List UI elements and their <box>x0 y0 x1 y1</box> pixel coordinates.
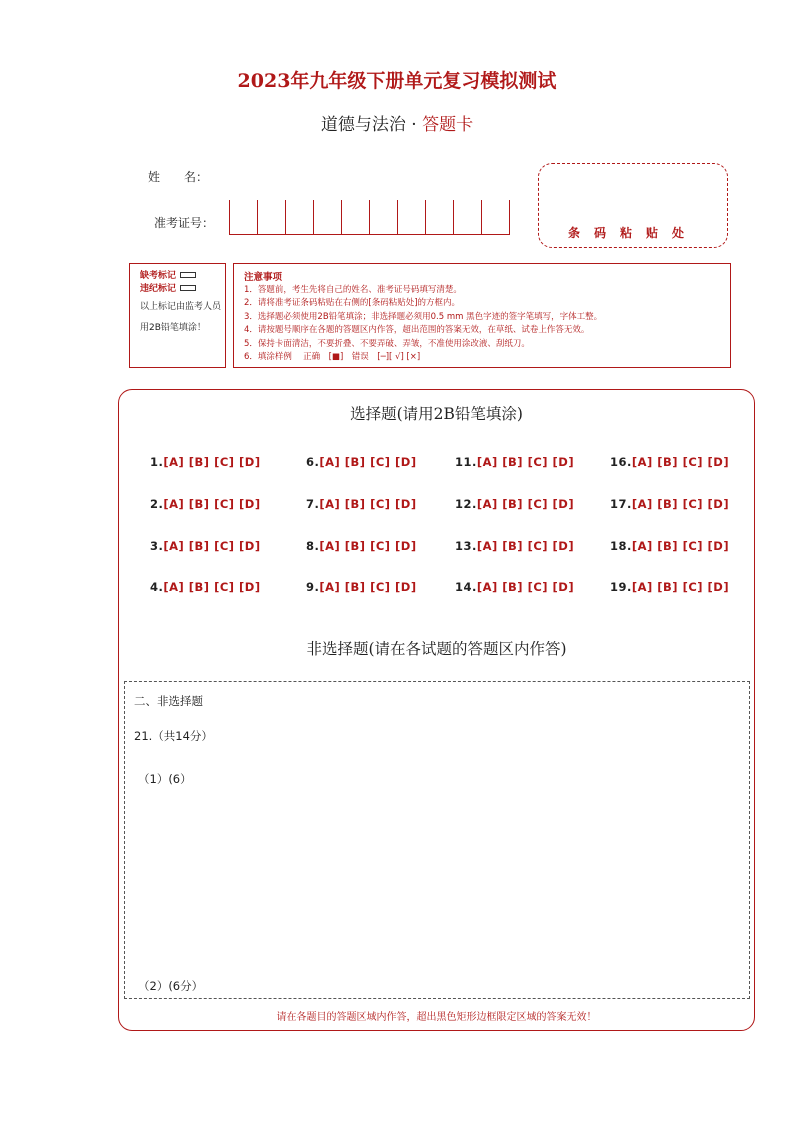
absent-mark-label: 缺考标记 <box>140 271 177 281</box>
mc-question[interactable]: 18.[A] [B] [C] [D] <box>610 539 730 553</box>
barcode-area <box>538 163 728 248</box>
mc-question[interactable]: 17.[A] [B] [C] [D] <box>610 497 730 511</box>
mc-question[interactable]: 16.[A] [B] [C] [D] <box>610 455 730 469</box>
exam-id-label: 准考证号： <box>154 216 215 230</box>
mc-question[interactable]: 12.[A] [B] [C] [D] <box>455 497 575 511</box>
barcode-label: 条码粘贴处 <box>567 226 698 240</box>
instruction-item: 6．填涂样例 正确 [■] 错误 [─][ √] [×] <box>244 352 421 363</box>
card-label: 答题卡 <box>422 115 474 135</box>
mc-question[interactable]: 14.[A] [B] [C] [D] <box>455 580 575 594</box>
violation-mark-swatch[interactable] <box>180 285 196 291</box>
question-21-part-2: （2）(6分） <box>138 979 204 993</box>
mc-question[interactable]: 7.[A] [B] [C] [D] <box>306 497 417 511</box>
id-digit-box[interactable] <box>258 200 286 234</box>
non-multiple-choice-title: 非选择题(请在各试题的答题区内作答) <box>306 640 567 658</box>
absent-mark-swatch[interactable] <box>180 272 196 278</box>
proctor-note: 以上标记由监考人员用2B铅笔填涂！ <box>140 302 222 333</box>
instructions-box <box>233 263 731 368</box>
mc-question[interactable]: 9.[A] [B] [C] [D] <box>306 580 417 594</box>
instruction-item: 5．保持卡面清洁，不要折叠、不要弄破、弄皱，不准使用涂改液、刮纸刀。 <box>244 338 530 349</box>
instruction-item: 4．请按题号顺序在各题的答题区内作答，超出范围的答案无效，在草纸、试卷上作答无效。 <box>244 325 590 336</box>
id-digit-box[interactable] <box>482 200 510 234</box>
id-digit-box[interactable] <box>398 200 426 234</box>
mc-question[interactable]: 13.[A] [B] [C] [D] <box>455 539 575 553</box>
subtitle-separator: · <box>411 115 417 135</box>
mc-question[interactable]: 6.[A] [B] [C] [D] <box>306 455 417 469</box>
instruction-item: 2．请将准考证条码粘贴在右侧的[条码粘贴处]的方框内。 <box>244 298 461 309</box>
id-digit-box[interactable] <box>286 200 314 234</box>
question-21-label: 21.（共14分） <box>134 729 213 743</box>
mc-question[interactable]: 1.[A] [B] [C] [D] <box>150 455 261 469</box>
id-digit-box[interactable] <box>314 200 342 234</box>
absent-mark-row <box>140 268 225 281</box>
instruction-item: 1．答题前，考生先将自己的姓名、准考证号码填写清楚。 <box>244 285 462 295</box>
mc-question[interactable]: 19.[A] [B] [C] [D] <box>610 580 730 594</box>
question-21-part-1: （1）(6） <box>138 772 192 786</box>
violation-mark-label: 违纪标记 <box>140 284 177 294</box>
violation-mark-row <box>140 281 225 294</box>
page-subtitle <box>0 110 794 135</box>
exam-id-boxes[interactable] <box>229 200 510 235</box>
id-digit-box[interactable] <box>230 200 258 234</box>
footer-warning: 请在各题目的答题区域内作答，超出黑色矩形边框限定区域的答案无效！ <box>276 1012 597 1023</box>
page-title: 2023年九年级下册单元复习模拟测试 <box>237 70 557 92</box>
id-digit-box[interactable] <box>342 200 370 234</box>
instructions-heading: 注意事项 <box>244 272 283 283</box>
multiple-choice-title: 选择题(请用2B铅笔填涂) <box>350 405 523 423</box>
answer-area[interactable] <box>124 681 750 999</box>
name-label: 姓 名： <box>148 170 209 184</box>
mc-question[interactable]: 4.[A] [B] [C] [D] <box>150 580 261 594</box>
id-digit-box[interactable] <box>454 200 482 234</box>
id-digit-box[interactable] <box>370 200 398 234</box>
mc-question[interactable]: 3.[A] [B] [C] [D] <box>150 539 261 553</box>
mc-question[interactable]: 2.[A] [B] [C] [D] <box>150 497 261 511</box>
absence-mark-box <box>129 263 226 368</box>
section-label: 二、非选择题 <box>134 694 203 708</box>
mc-question[interactable]: 11.[A] [B] [C] [D] <box>455 455 575 469</box>
instruction-item: 3．选择题必须使用2B铅笔填涂；非选择题必须用0.5 mm 黑色字迹的签字笔填写，字体工整。 <box>244 311 603 322</box>
subject-name: 道德与法治 <box>320 115 406 135</box>
mc-question[interactable]: 8.[A] [B] [C] [D] <box>306 539 417 553</box>
id-digit-box[interactable] <box>426 200 454 234</box>
